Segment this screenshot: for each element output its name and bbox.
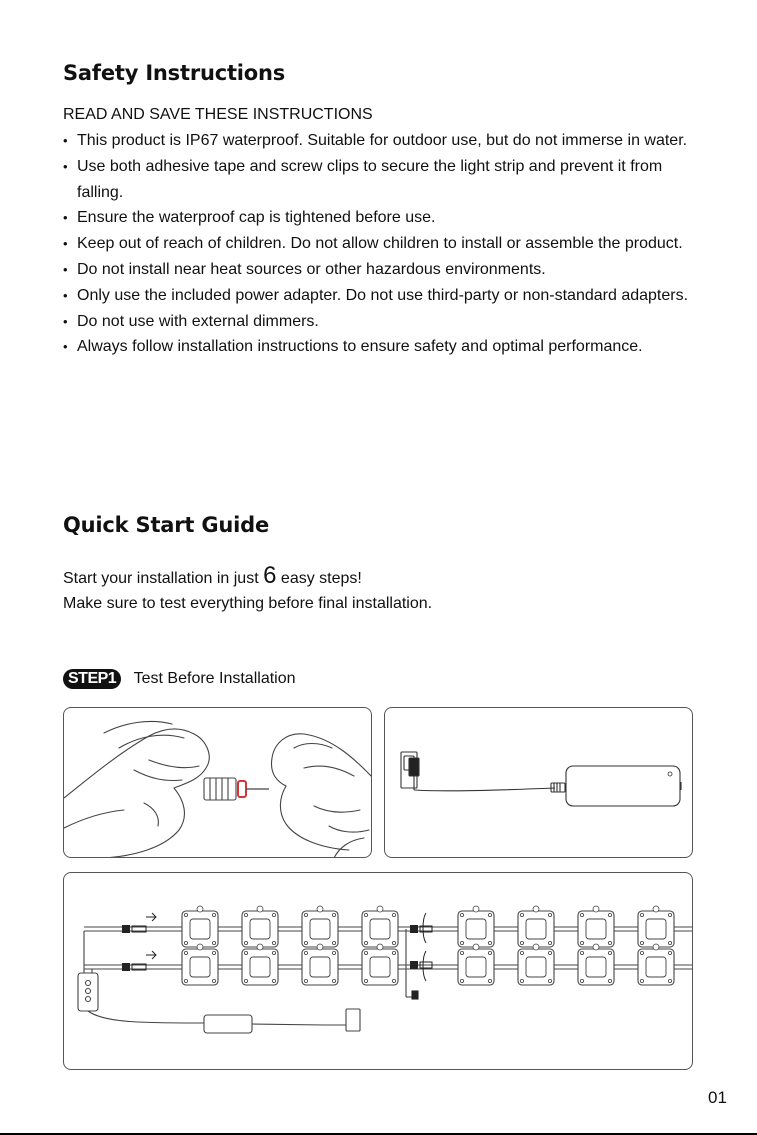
connect-plug-illustration xyxy=(63,707,372,858)
safety-item: • Always follow installation instructions to ensure safety and optimal performance. xyxy=(63,334,703,360)
safety-list xyxy=(63,128,703,360)
led-pod-icon xyxy=(578,944,614,985)
power-adapter-icon xyxy=(385,708,693,858)
safety-item: • Only use the included power adapter. Do not use third-party or non-standard adapters. xyxy=(63,283,703,309)
step1-title: Test Before Installation xyxy=(133,670,296,687)
safety-item: • Keep out of reach of children. Do not allow children to install or assemble the product. xyxy=(63,231,703,257)
led-pod-icon xyxy=(518,906,554,947)
led-pod-icon xyxy=(242,944,278,985)
step1-badge: STEP1 xyxy=(63,669,121,689)
light-strip-layout-illustration xyxy=(63,872,693,1070)
led-pod-icon xyxy=(302,944,338,985)
safety-item: • Do not install near heat sources or other hazardous environments. xyxy=(63,257,703,283)
quick-start-line2: Make sure to test everything before final installation. xyxy=(63,595,433,612)
steps-count: 6 xyxy=(263,562,277,589)
safety-item: • This product is IP67 waterproof. Suitable for outdoor use, but do not immerse in water. xyxy=(63,128,703,154)
led-pod-icon xyxy=(302,906,338,947)
quick-start-title: Quick Start Guide xyxy=(63,513,270,537)
safety-intro: READ AND SAVE THESE INSTRUCTIONS xyxy=(63,106,373,123)
led-pod-icon xyxy=(578,906,614,947)
safety-item: • Use both adhesive tape and screw clips to secure the light strip and prevent it from falling. xyxy=(63,154,703,206)
led-pod-icon xyxy=(182,906,218,947)
adapter-outlet-illustration xyxy=(384,707,693,858)
page-number: 01 xyxy=(708,1088,727,1107)
safety-item: • Do not use with external dimmers. xyxy=(63,309,703,335)
led-pod-icon xyxy=(518,944,554,985)
light-strip-diagram xyxy=(64,873,693,1070)
led-pod-icon xyxy=(458,906,494,947)
led-pod-icon xyxy=(242,906,278,947)
led-pod-icon xyxy=(458,944,494,985)
led-pod-icon xyxy=(362,906,398,947)
hands-connector-icon xyxy=(64,708,372,858)
led-pod-icon xyxy=(362,944,398,985)
quick-start-text-after: easy steps! xyxy=(280,570,362,587)
step1-header xyxy=(63,669,296,689)
led-pod-icon xyxy=(638,944,674,985)
led-pod-icon xyxy=(182,944,218,985)
quick-start-line1 xyxy=(63,563,362,592)
quick-start-text-before: Start your installation in just xyxy=(63,570,259,587)
safety-title: Safety Instructions xyxy=(63,61,286,85)
safety-item: • Ensure the waterproof cap is tightened before use. xyxy=(63,205,703,231)
led-pod-icon xyxy=(638,906,674,947)
